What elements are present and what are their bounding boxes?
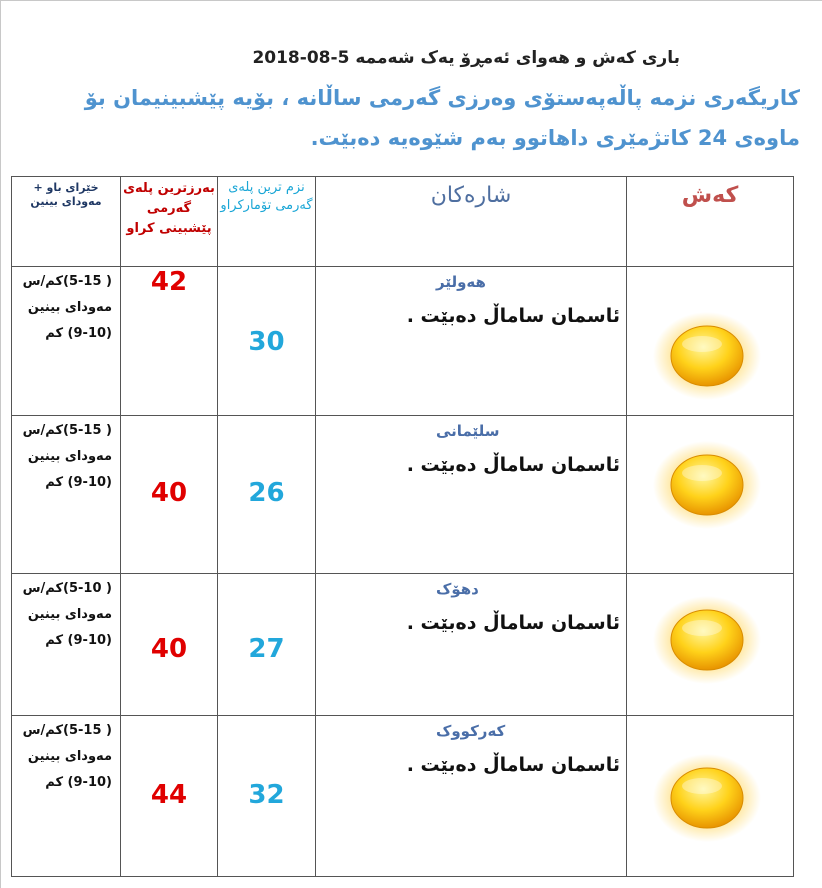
min-temp-cell [218,574,316,716]
visibility-label: مەودای بینین [27,449,112,464]
city-description: ئاسمان ساماڵ دەبێت . [406,612,620,634]
subtitle-line-2: ماوەی 24 کاتژمێری داهاتوو بەم شێوەیە دەبێت. [310,126,800,150]
sun-icon [652,596,762,686]
city-cell [316,267,627,416]
page-border-top [0,0,822,1]
condition-cell [627,267,794,416]
max-temp-cell [121,416,218,574]
table-row [12,574,794,716]
visibility-label: مەودای بینین [27,300,112,315]
visibility-range: (9-10) کم [45,775,112,790]
min-temp-cell [218,716,316,877]
wind-cell [12,716,121,877]
city-description: ئاسمان ساماڵ دەبێت . [406,305,620,327]
visibility-range: (9-10) کم [45,475,112,490]
max-temp-cell [121,574,218,716]
column-header-cities: شارەکان [316,177,627,267]
wind-speed: ( 5-15)کم/س [22,723,112,738]
min-temp-value: 27 [248,634,285,664]
table-row [12,416,794,574]
table-header-row [12,177,794,267]
wind-speed: ( 5-15)کم/س [22,274,112,289]
condition-cell [627,716,794,877]
min-temp-value: 26 [248,478,285,508]
min-temp-cell [218,267,316,416]
column-header-min-temp: نزم ترین پلەی گەرمی تۆمارکراو [218,177,316,267]
subtitle-line-1: کاریگەری نزمە پاڵەپەستۆی وەرزی گەرمی ساڵانە ، بۆیە پێشبینیمان بۆ [84,86,800,110]
city-cell [316,716,627,877]
max-temp-cell [121,716,218,877]
max-temp-value: 40 [150,634,188,664]
page-border-left [0,0,1,888]
max-temp-value: 40 [150,478,188,508]
visibility-label: مەودای بینین [27,607,112,622]
forecast-table [11,176,794,877]
condition-cell [627,574,794,716]
city-name: سلێمانی [436,422,500,440]
city-description: ئاسمان ساماڵ دەبێت . [406,454,620,476]
column-header-max-temp: بەرزترین پلەی گەرمی پێشبینی کراو [121,177,218,267]
city-cell [316,574,627,716]
city-name: کەرکووک [436,722,506,740]
min-temp-cell [218,416,316,574]
max-temp-value: 42 [150,267,188,297]
page-title: باری کەش و هەوای ئەمڕۆ یەک شەممە 5-08-2018 [252,48,680,68]
wind-speed: ( 5-15)کم/س [22,423,112,438]
column-header-wind: خێرای باو + مەودای بینین [12,177,121,267]
max-temp-value: 44 [150,780,188,810]
city-description: ئاسمان ساماڵ دەبێت . [406,754,620,776]
table-row [12,267,794,416]
forecast-subtitle [20,78,800,158]
condition-cell [627,416,794,574]
city-cell [316,416,627,574]
min-temp-value: 30 [248,327,285,357]
wind-cell [12,574,121,716]
sun-icon [652,312,762,402]
wind-speed: ( 5-10)کم/س [22,581,112,596]
min-temp-value: 32 [248,780,285,810]
sun-icon [652,754,762,844]
visibility-range: (9-10) کم [45,633,112,648]
table-row [12,716,794,877]
column-header-condition: کەش [627,177,794,267]
max-temp-cell [121,267,218,416]
visibility-range: (9-10) کم [45,326,112,341]
visibility-label: مەودای بینین [27,749,112,764]
wind-cell [12,416,121,574]
city-name: دهۆک [436,580,479,598]
sun-icon [652,441,762,531]
wind-cell [12,267,121,416]
city-name: هەولێر [436,273,486,291]
